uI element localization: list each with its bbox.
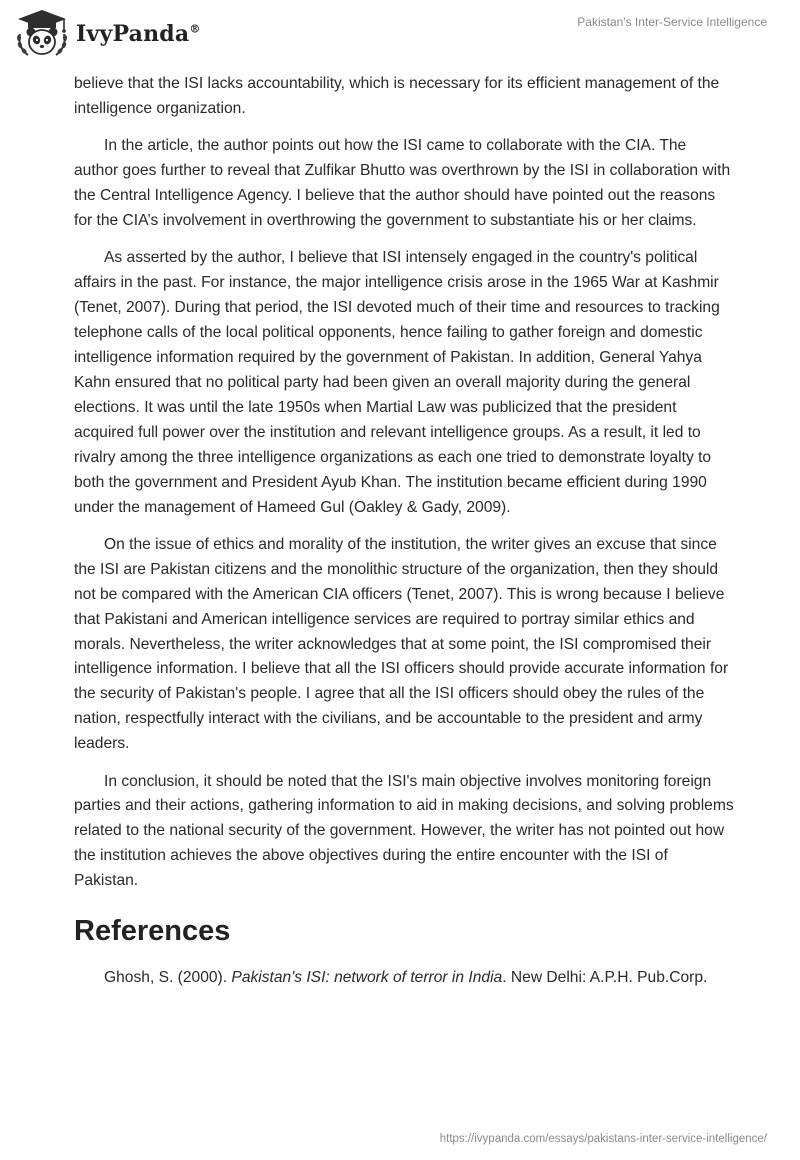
panda-graduate-icon: [14, 8, 70, 60]
references-heading: References: [74, 915, 231, 948]
reference-title: Pakistan's ISI: network of terror in India: [231, 969, 503, 987]
paragraph: In the article, the author points out how the ISI came to collaborate with the CIA. The author goes further to reveal that Zulfikar Bhutto was overthrown by the ISI in collaboration with the Central Intelligence Agency. I believe that the author should have pointed out the reasons for the CIA’s involvement in overthrowing the government to substantiate his or her claims.: [74, 137, 731, 230]
paragraph: As asserted by the author, I believe that ISI intensely engaged in the country's political affairs in the past. For instance, the major intelligence crisis arose in the 1965 War at Kashmir (Tenet, 2007). During that period, the ISI devoted much of their time and resources to tracking telephone calls of the local political opponents, hence failing to gather foreign and domestic intelligence information required by the government of Pakistan. In addition, General Yahya Kahn ensured that no political party had been given an overall majority during the general elections. It was until the late 1950s when Martial Law was publicized that the president acquired full power over the institution and relevant intelligence groups. As a result, it led to rivalry among the three intelligence organizations as each one tried to demonstrate loyalty to both the government and President Ayub Khan. The institution became efficient during 1990 under the management of Hameed Gul (Oakley & Gady, 2009).: [74, 249, 720, 516]
document-title: Pakistan's Inter-Service Intelligence: [577, 15, 767, 29]
ivypanda-logo[interactable]: [14, 8, 201, 60]
reference-entry: [74, 966, 734, 991]
page-header: [0, 0, 800, 70]
source-url[interactable]: https://ivypanda.com/essays/pakistans-inter-service-intelligence/: [439, 1133, 767, 1145]
paragraph: On the issue of ethics and morality of the institution, the writer gives an excuse that since the ISI are Pakistan citizens and the monolithic structure of the organization, then they should not be compared with the American CIA officers (Tenet, 2007). This is wrong because I believe that Pakistani and American intelligence services are required to portray similar ethics and morals. Nevertheless, the writer acknowledges that at some point, the ISI compromised their intelligence information. I believe that all the ISI officers should provide accurate information for the security of Pakistan's people. I agree that all the ISI officers should obey the rules of the nation, respectfully interact with the civilians, and be accountable to the president and army leaders.: [74, 535, 729, 753]
registered-mark: ®: [189, 22, 201, 36]
reference-publisher: . New Delhi: A.P.H. Pub.Corp.: [502, 969, 708, 987]
essay-body: [74, 72, 734, 991]
reference-author-year: Ghosh, S. (2000).: [104, 969, 232, 987]
brand-name: IvyPanda®: [76, 21, 201, 47]
paragraph: In conclusion, it should be noted that the ISI's main objective involves monitoring foreign parties and their actions, gathering information to aid in making decisions, and solving problems related to the national security of the government. However, the writer has not pointed out how the institution achieves the above objectives during the entire encounter with the ISI of Pakistan.: [74, 772, 734, 890]
paragraph-continued: believe that the ISI lacks accountability, which is necessary for its efficient management of the intelligence organization.: [74, 75, 720, 117]
